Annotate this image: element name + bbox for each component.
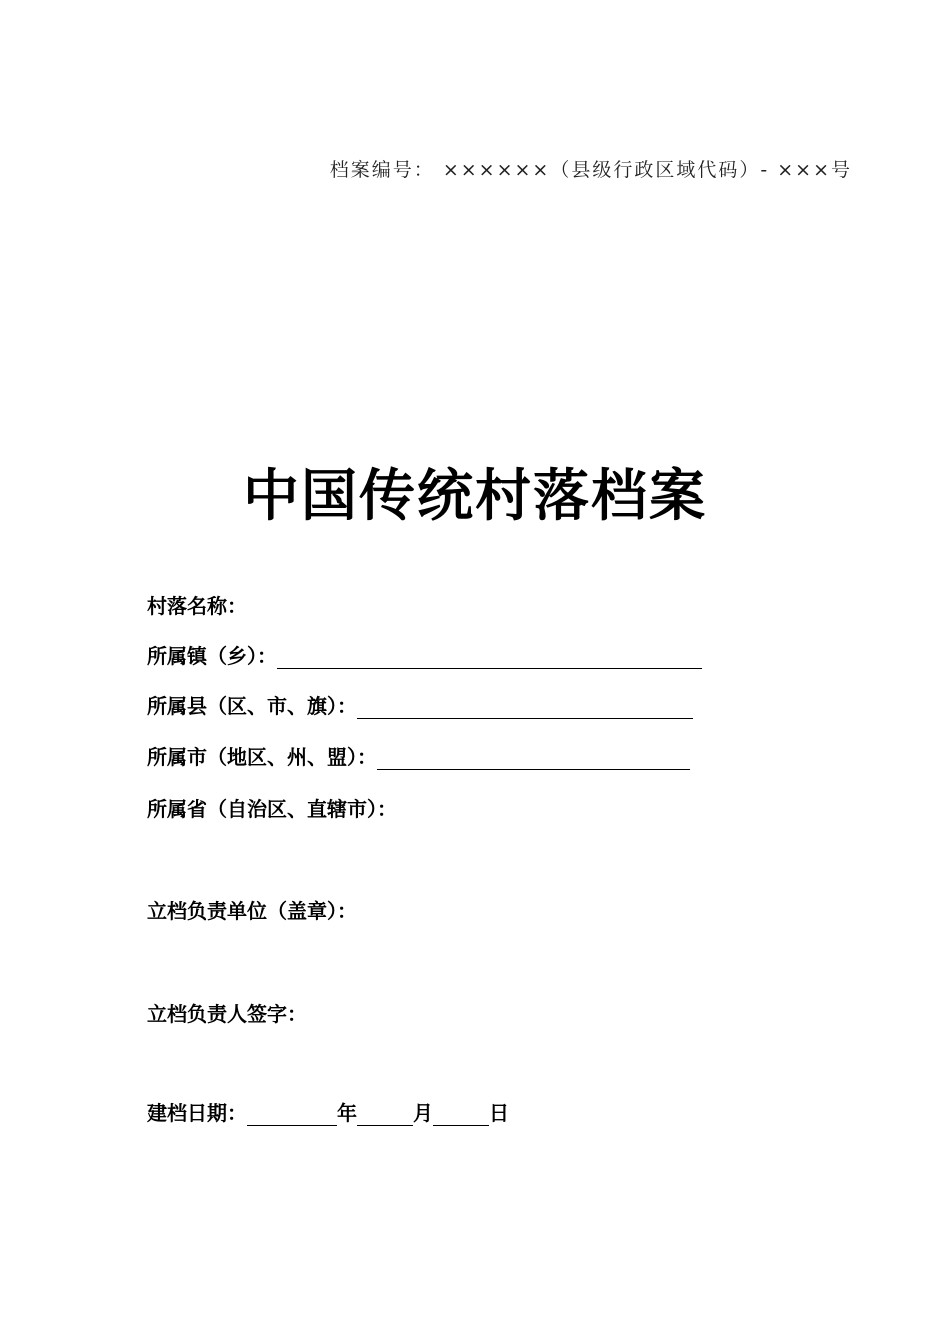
day-label: 日 — [489, 1101, 509, 1125]
town-label: 所属镇（乡）： — [147, 644, 277, 668]
town-blank-line[interactable] — [277, 646, 702, 669]
month-label: 月 — [413, 1101, 433, 1125]
village-name-field — [147, 590, 247, 619]
city-label: 所属市（地区、州、盟）： — [147, 745, 377, 769]
responsible-person-field — [147, 998, 307, 1027]
county-field — [147, 690, 693, 719]
city-field — [147, 741, 690, 770]
province-label: 所属省（自治区、直辖市）： — [147, 797, 397, 821]
city-blank-line[interactable] — [377, 747, 690, 770]
responsible-person-label: 立档负责人签字： — [147, 1002, 307, 1026]
responsible-unit-label: 立档负责单位（盖章）： — [147, 899, 357, 923]
month-blank-line[interactable] — [357, 1103, 413, 1126]
province-field — [147, 793, 397, 822]
village-name-label: 村落名称： — [147, 594, 247, 618]
county-blank-line[interactable] — [357, 696, 693, 719]
year-label: 年 — [337, 1101, 357, 1125]
archive-number: 档案编号： ××××××（县级行政区域代码）- ×××号 — [329, 159, 852, 181]
county-label: 所属县（区、市、旗）： — [147, 694, 357, 718]
date-field — [147, 1097, 509, 1126]
year-blank-line[interactable] — [247, 1103, 337, 1126]
responsible-unit-field — [147, 895, 357, 924]
day-blank-line[interactable] — [433, 1103, 489, 1126]
town-field — [147, 640, 702, 669]
document-title: 中国传统村落档案 — [243, 464, 707, 529]
date-label: 建档日期： — [147, 1101, 247, 1125]
